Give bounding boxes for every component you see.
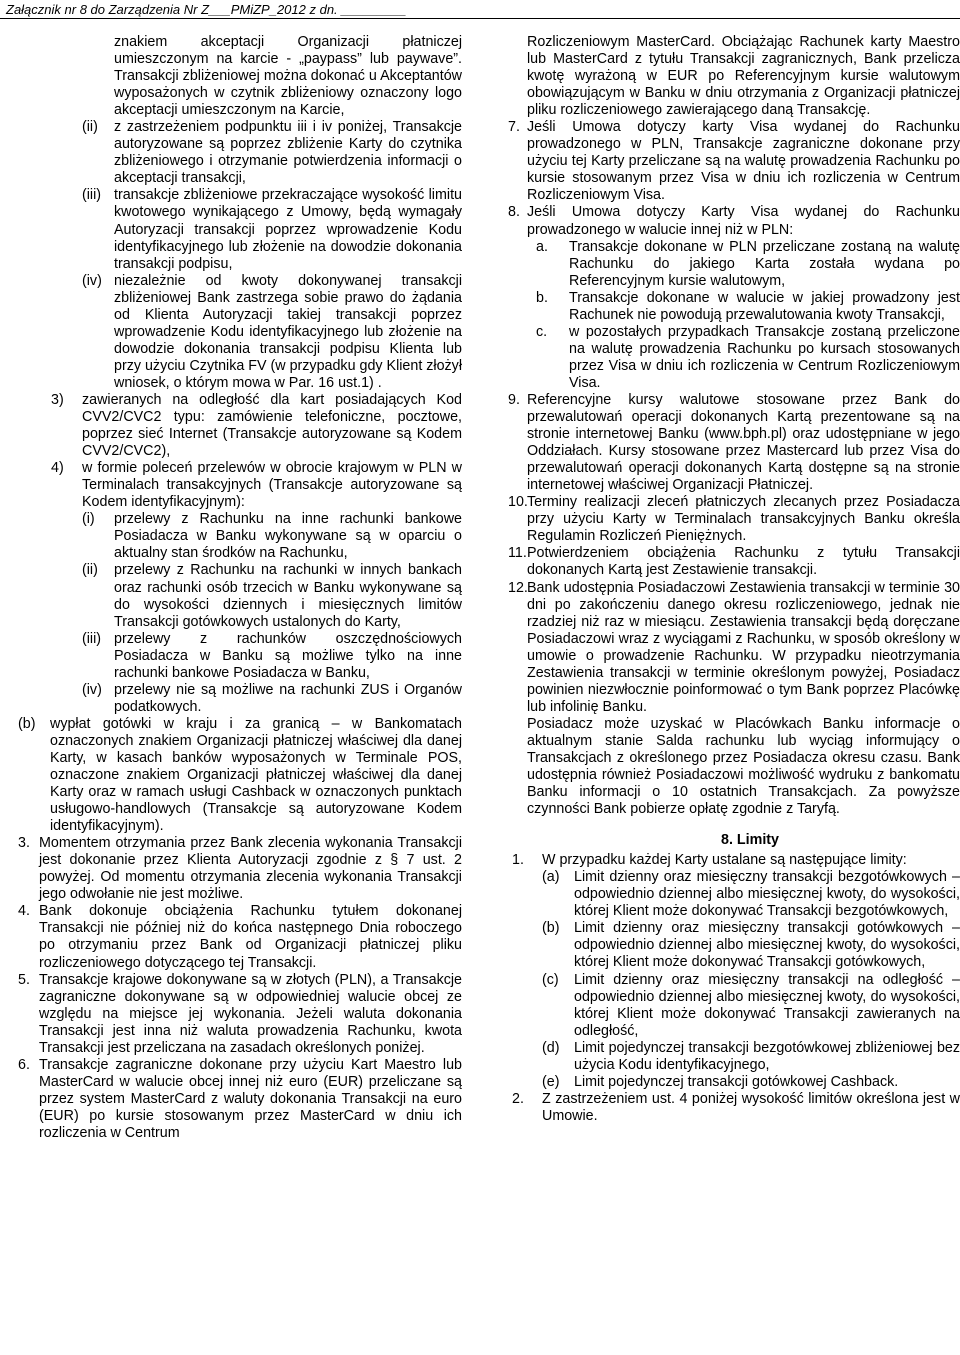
list-text: W przypadku każdej Karty ustalane są następujące limity:	[542, 852, 907, 869]
list-text: przelewy z rachunków oszczędnościowych Posiadacza w Banku są możliwe tylko na inne rachunki bankowe Posiadacza w Banku,	[114, 630, 462, 681]
list-item-4	[18, 460, 462, 511]
list-text: Transakcje dokonane w walucie w jakiej prowadzony jest Rachunek nie powodują przewalutowania kwoty Transakcji,	[569, 289, 960, 323]
numbered-item-3	[18, 835, 462, 903]
limit-d	[500, 1040, 960, 1074]
list-label: 9.	[508, 391, 520, 408]
list-label: (ii)	[82, 119, 98, 136]
list-label: 5.	[18, 971, 30, 988]
list-text: z zastrzeżeniem podpunktu iii i iv poniżej, Transakcje autoryzowane są poprzez zbliżenie Karty do czytnika zbliżeniowego i otrzymanie potwierdzenia informacji o akceptacji transakcji,	[114, 119, 462, 187]
list-label: (iv)	[82, 681, 102, 698]
list-item-iii	[18, 187, 462, 272]
numbered-item-4	[18, 903, 462, 971]
list-label: 2.	[512, 1090, 524, 1107]
list-text: Bank udostępnia Posiadaczowi Zestawienia transakcji w terminie 30 dni po zakończeniu danego okresu rozliczeniowego, jednak nie rzadziej niż raz w miesiącu. Zestawienia transakcji będą doręczane Posiadaczowi wraz z wyciągami z Rachunku, w sposób określony w umowie o prowadzenie Rachunku. W przypadku nieotrzymania Zestawienia transakcji w terminie określonym powyżej, Posiadacz powinien niezwłocznie poinformować o tym Bank poprzez Placówkę lub infolinię Banku.	[527, 579, 960, 715]
list-text: Bank dokonuje obciążenia Rachunku tytułem dokonanej Transakcji nie później niż do końca następnego Dnia roboczego po otrzymaniu przez Bank od Organizacji płatniczej pliku rozliczeniowego dotyczącego tej Transakcji.	[39, 903, 462, 971]
list-text: Jeśli Umowa dotyczy Karty Visa wydanej do Rachunku prowadzonego w walucie innej niż w PLN:	[527, 204, 960, 238]
list-label: (b)	[542, 920, 560, 937]
limit-b	[500, 920, 960, 971]
numbered-item-11	[500, 545, 960, 579]
list-label: a.	[536, 238, 548, 255]
list-text: Referencyjne kursy walutowe stosowane przez Bank do przewalutowań operacji dokonanych Kartą prezentowane są na stronie internetowej Banku (www.bph.pl) oraz udostępniane w jego Oddziałach. Kursy stosowane przez Mastercard lub przez Visa do przewalutowań operacji dokonanych Kartą dostępne są na stronie internetowej właściwej Organizacji Płatniczej.	[527, 391, 960, 494]
list-text: zawieranych na odległość dla kart posiadających Kod CVV2/CVC2 typu: zamówienie telefoniczne, pocztowe, poprzez sieć Internet (Transakcje autoryzowane są Kodem CVV2/CVC2),	[82, 391, 462, 460]
list-text: Transakcje zagraniczne dokonane przy użyciu Kart Maestro lub MasterCard w walucie obcej innej niż euro (EUR) przeliczane są przez system MasterCard z waluty dokonania Transakcji na euro (EUR) po kursie stosowanym przez MasterCard w dniu ich rozliczenia w Centrum	[39, 1056, 462, 1141]
list-label: b.	[536, 289, 548, 306]
list-text: przelewy z Rachunku na inne rachunki bankowe Posiadacza w Banku wykonywane są w oparciu o aktualny stan środków na Rachunku,	[114, 511, 462, 562]
numbered-item-10	[500, 494, 960, 545]
limit-a	[500, 869, 960, 920]
list-text: Z zastrzeżeniem ust. 4 poniżej wysokość limitów określona jest w Umowie.	[542, 1090, 960, 1124]
list-label: (ii)	[82, 562, 98, 579]
list-item-b	[18, 716, 462, 835]
list-text: niezależnie od kwoty dokonywanej transakcji zbliżeniowej Bank zastrzega sobie prawo do żądania od Klienta Autoryzacji takiej transakcji poprzez wprowadzenie Kodu identyfikacyjnego lub złożenie na dowodzie dokonania transakcji podpisu Klienta lub przy użyciu Czytnika FV (w przypadku gdy Klient złożył wniosek, o którym mowa w Par. 16 ust.1) .	[114, 272, 463, 391]
numbered-item-12	[500, 580, 960, 716]
list-label: 11.	[508, 545, 527, 562]
list-label: (e)	[542, 1073, 560, 1090]
list-label: 6.	[18, 1056, 30, 1073]
list-text: wypłat gotówki w kraju i za granicą – w Bankomatach oznaczonych znakiem Organizacji płatniczej właściwej dla danej Karty, w kasach banków wyposażonych w Terminale POS, oznaczone znakiem Organizacji płatniczej właściwej dla danej Karty oraz w ramach usługi Cashback w oznaczonych punktach usługowo-handlowych (Transakcje są autoryzowane Kodem identyfikacyjnym).	[50, 715, 462, 835]
transfer-item-iv	[18, 682, 462, 716]
transfer-item-iii	[18, 631, 462, 682]
list-label: 3)	[51, 391, 64, 408]
transfer-item-ii	[18, 562, 462, 630]
paragraph-item6-continuation: Rozliczeniowym MasterCard. Obciążając Rachunek karty Maestro lub MasterCard z tytułu Transakcji zagranicznych, Bank przelicza kwotę wyrażoną w EUR po Referencyjnym kursie walutowym obowiązującym w Banku w dniu otrzymania z Organizacji płatniczej pliku rozliczeniowego zawierającego daną Transakcję.	[527, 34, 960, 119]
numbered-item-9	[500, 392, 960, 494]
sub-item-b	[500, 290, 960, 324]
list-label: (a)	[542, 869, 560, 886]
paragraph-item12-continuation: Posiadacz może uzyskać w Placówkach Banku informacje o aktualnym stanie Salda rachunku lub wyciąg informujący o Transakcjach z określonego przez Posiadacza okresu czasu. Bank udostępnia również Posiadaczowi możliwość wydruku z bankomatu Banku informacji o 10 ostatnich Transakcjach. Za powyższe czynności Bank pobierze opłatę zgodnie z Taryfą.	[527, 715, 960, 818]
numbered-item-5	[18, 972, 462, 1057]
list-text: przelewy nie są możliwe na rachunki ZUS i Organów podatkowych.	[114, 681, 462, 715]
list-text: Potwierdzeniem obciążenia Rachunku z tytułu Transakcji dokonanych Kartą jest Zestawienie transakcji.	[527, 545, 960, 579]
list-label: 3.	[18, 835, 30, 852]
list-label: 8.	[508, 204, 520, 221]
list-text: Transakcje dokonane w PLN przeliczane zostaną na walutę Rachunku do jakiego Karta została wydana po Referencyjnym kursie walutowym,	[569, 238, 960, 289]
list-label: 1.	[512, 852, 524, 869]
list-label: (d)	[542, 1039, 560, 1056]
list-item-3	[18, 392, 462, 460]
list-item-ii	[18, 119, 462, 187]
limits-item-2	[500, 1091, 960, 1125]
transfer-item-i	[18, 511, 462, 562]
list-label: (iii)	[82, 187, 102, 204]
list-text: Momentem otrzymania przez Bank zlecenia wykonania Transakcji jest dokonanie przez Klienta Autoryzacji zgodnie z § 7 ust. 2 powyżej. Od momentu otrzymania zlecenia wykonania Transakcji jego odwołanie nie jest możliwe.	[39, 835, 462, 903]
numbered-item-8	[500, 204, 960, 238]
list-text: przelewy z Rachunku na rachunki w innych bankach oraz rachunki osób trzecich w Banku wykonywane są do wysokości dziennych i miesięcznych limitów Transakcji gotówkowych ustalonych do Karty,	[114, 562, 462, 630]
limit-c	[500, 972, 960, 1040]
list-text: Limit pojedynczej transakcji bezgotówkowej zbliżeniowej bez użycia Kodu identyfikacyjnego,	[574, 1039, 960, 1073]
numbered-item-7	[500, 119, 960, 204]
list-label: 7.	[508, 119, 520, 136]
header-rule	[0, 18, 960, 19]
list-text: Jeśli Umowa dotyczy karty Visa wydanej do Rachunku prowadzonego w PLN, Transakcje zagraniczne dokonane przy użyciu tej Karty przeliczane są na walutę prowadzenia Rachunku po kursie stosowanym przez Visa w dniu ich rozliczenia w Centrum Rozliczeniowym Visa.	[527, 119, 960, 204]
list-item-iv	[18, 273, 462, 392]
list-label: (c)	[542, 971, 559, 988]
section-title: 8. Limity	[721, 832, 779, 849]
limits-item-1	[500, 852, 960, 869]
list-label: (iv)	[82, 272, 102, 289]
sub-item-a	[500, 239, 960, 290]
list-label: 4.	[18, 903, 30, 920]
list-text: w formie poleceń przelewów w obrocie krajowym w PLN w Terminalach transakcyjnych (Transakcje autoryzowane są Kodem identyfikacyjnym):	[82, 460, 462, 511]
list-label: (i)	[82, 511, 95, 528]
list-label: (b)	[18, 715, 36, 732]
left-column	[18, 34, 462, 1142]
list-label: 10.	[508, 494, 528, 511]
sub-item-c	[500, 324, 960, 392]
list-text: Limit pojedynczej transakcji gotówkowej Cashback.	[574, 1073, 899, 1090]
right-column	[500, 34, 960, 1125]
list-text: transakcje zbliżeniowe przekraczające wysokość limitu kwotowego wynikającego z Umowy, będą wymagały Autoryzacji transakcji poprzez wprowadzenie Kodu identyfikacyjnego lub złożenie na dowodzie dokonania transakcji podpisu,	[114, 187, 462, 272]
list-text: Terminy realizacji zleceń płatniczych zlecanych przez Posiadacza przy użyciu Karty w Terminalach transakcyjnych Banku określa Regulamin Rozliczeń Pieniężnych.	[527, 494, 960, 545]
list-text: Transakcje krajowe dokonywane są w złotych (PLN), a Transakcje zagraniczne dokonywane są w odpowiedniej walucie obcej ze względu na miejsce jej wykonania. Jeżeli waluta dokonania Transakcji jest inna niż waluta prowadzenia Rachunku, kwota Transakcji jest przeliczana na zasadach określonych poniżej.	[39, 971, 462, 1056]
list-label: (iii)	[82, 630, 102, 647]
list-label: 4)	[51, 460, 64, 477]
document-header: Załącznik nr 8 do Zarządzenia Nr Z___PMiZP_2012 z dn. _________	[6, 2, 407, 17]
list-text: Limit dzienny oraz miesięczny transakcji bezgotówkowych – odpowiednio dziennej albo miesięcznej kwoty, do wysokości, której Klient może dokonywać Transakcji bezgotówkowych,	[574, 869, 960, 920]
list-text: Limit dzienny oraz miesięczny transakcji na odległość – odpowiednio dziennej albo miesięcznej kwoty, do wysokości, której Klient może dokonywać Transakcji zawieranych na odległość,	[574, 971, 960, 1039]
list-text: w pozostałych przypadkach Transakcje zostaną przeliczone na walutę prowadzenia Rachunku po kursach stosowanych przez Visa w dniu ich rozliczenia w Centrum Rozliczeniowym Visa.	[569, 323, 960, 391]
list-text: Limit dzienny oraz miesięczny transakcji gotówkowych – odpowiednio dziennej albo miesięcznej kwoty, do wysokości, której Klient może dokonywać Transakcji gotówkowych,	[574, 920, 960, 971]
list-label: c.	[536, 323, 548, 340]
limit-e	[500, 1074, 960, 1091]
list-label: 12.	[508, 579, 528, 596]
paragraph-contactless-intro: znakiem akceptacji Organizacji płatniczej umieszczonym na karcie - „paypass” lub paywave”. Transakcji zbliżeniowej można dokonać u Akceptantów wyposażonych w czytnik zbliżeniowy oznaczony logo akceptacji umieszczonym na Karcie,	[114, 34, 462, 119]
numbered-item-6	[18, 1057, 462, 1142]
